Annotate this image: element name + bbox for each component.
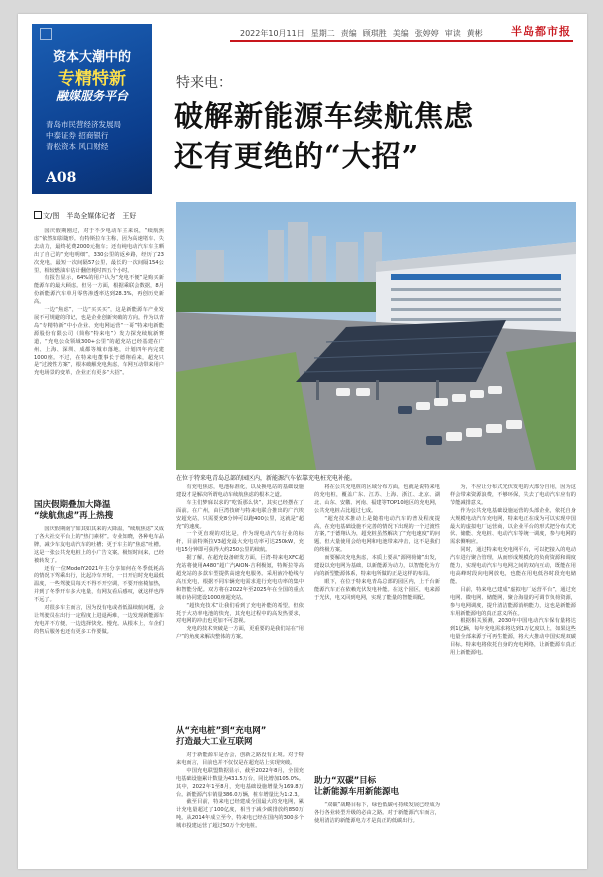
text-column-1-top <box>34 228 164 498</box>
section-subhead-1 <box>34 500 166 522</box>
paragraph: 有充电焦虑，电池标准化，以及换电站的基础设施建设才是解决所谓电动车续航焦虑的根本之道。 <box>176 484 304 498</box>
paragraph: 将在公共充电桩的区域分布方面，也就是说特来电的充电桩，覆盖广东、江苏、上海、浙江、北京、湖北、山东、安徽、河南、福建等TOP10地区的充电网，公共充电桩占比超过七成。 <box>314 484 440 514</box>
paragraph: 为，不应让分布式光伏发电的大部分自用，因为这样会带来资源浪费，不够环保，失去了电动汽车应有的节能减排意义。 <box>450 484 576 506</box>
paragraph: 同时，通过特来电充电网平台，可以把接入的电动汽车进行聚合管理，从而形成规模化的负荷资源和调度能力，实现电动汽车与电网之间的双向互动，既能在用电高峰时段向电网放电，也能在用电低谷时段充电储能。 <box>450 547 576 585</box>
paragraph: 作为公共充电基础设施运营的头部企业，依托自身大规模电动汽车充电网，特来电正在成为可以实现中国最大的虚拟电厂运营商，以企业平台的形式把分布式光伏、储能、充电桩、电动汽车等统一调度，参与电网的需求侧响应。 <box>450 507 576 546</box>
paragraph: 一边“焦虑”，一边“买买买”，这是新能源车产业发展不可规避的印记，也是企业创新突破的方向。作为以青岛“专精特新”中小企业、充电网运营“一哥”特来电新能源股份有限公司（简称“特来电”）发力探充续航新赛道，“充电公众领域300+公里”的超充站已经基建在广州、上海、深圳、成都等城市落地，计划四年内完建1000座。不过，在特来电董事长于德翔看来，超充只是“过渡性方案”，根本破解充电焦虑，车网互动带来用户充电场景的变革，企业正有更多“大招”。 <box>34 307 164 377</box>
section-subhead-3 <box>314 776 444 798</box>
paragraph: 据了解，在超充设备研发方面，巨湾-特来电XFC超充站将使用A480“超广汽AION-吉利极氪，特斯拉等高超充站的多款车型提供高速充电服务。采用液冷枪线与高压充电，根据不同车辆充电需求进行充电功率的集中和智能分配。双方将在2022年至2025年在全国的重点城市协同建设1000座超充站。 <box>176 555 304 601</box>
byline-text: 文/图 半岛全媒体记者 王好 <box>43 212 137 220</box>
paragraph: “超充技术推动上是随着电动汽车的普及程度提高，在充电基础设施不完善的情况下出现的一个过渡性方案，”于德翔认为，超充桩虽然解决了“充电速度”的问题，但大量使用会给电网和电池带来冲击，这不是我们的终极方案。 <box>314 515 440 554</box>
text-column-2 <box>176 484 304 724</box>
banner-line-2: 专精特新 <box>58 69 126 89</box>
page-header-info <box>240 27 483 39</box>
designer-name: 张婷婷 <box>414 28 439 38</box>
subhead-line: 让新能源车用新能源电 <box>314 787 400 797</box>
page-number: A08 <box>46 170 77 186</box>
paper-logo: 半岛都市报 <box>511 25 571 38</box>
banner-org-list <box>46 119 121 152</box>
paragraph: 而要解决充电焦虑，本质上要从“源网荷储”出发，建设以充电网为基础，以新能源为动力，以智能化为方向的新型能源体系，特来电所做的正是这样的布局。 <box>314 555 440 577</box>
paragraph: 充电的技术突破是一方面，更重要的是我们站在“用户”的角度来解决整体的方案。 <box>176 626 304 641</box>
paragraph: 有报告显示，64%的用户认为“充电不便”是购买新能源车的最大顾虑。但另一方面，根据乘联会数据，8月份新能源汽车单月零售渗透率达到28.3%，再创历史新高。 <box>34 275 164 306</box>
designer-label: 美编 <box>392 28 409 38</box>
text-column-3 <box>314 484 440 772</box>
byline <box>34 211 136 221</box>
paragraph: “双碳”战略目标下，绿色低碳可持续发展已经成为各行各业转型升级的必由之路。对于新能源汽车而言，使用清洁的新能源电力才是真正的低碳出行。 <box>314 802 440 824</box>
text-column-1-bottom <box>34 526 164 860</box>
paragraph: 车主们梦寐以求的“吃饭那么快”，其实已经摆在了面前。在广州，由巨湾技研与特来电联合推出的广汽埃安超充站，只需要充8分钟可以跑400公里，这就是“超充”的速度。 <box>176 499 304 530</box>
subhead-line: “续航焦虑”再上热搜 <box>34 511 114 521</box>
header-rule <box>230 40 573 42</box>
headline-line-2: 还有更绝的“大招” <box>174 139 420 173</box>
paragraph: 还有一位ModelY2021年主分享如何在冬季低耗高的情况下驾乘出行，比起冷车开时，一日开启时充电最低温度，一些驾驶员每天不得不开空调，不要开座椅加热，并到了冬季开车多大电量，有网友看后感叹，就这样也得不远了。 <box>34 565 164 604</box>
paragraph: 一个更直观的对比是，作为现电动汽车行业的标杆，目前特斯拉V3超充最大充电功率可达250kW，充电15分钟即可获得大约250公里的续航。 <box>176 531 304 554</box>
paragraph: 眼下，在位于特来电青岛总部的园区内，上千台新能源汽车正在依赖光伏发电补能。在这个园区，电来源于光伏，电又回到电网，实现了能量的智能调配。 <box>314 578 440 601</box>
banner-org: 青岛市民营经济发展局 <box>46 120 121 129</box>
editor-name: 顾琪胜 <box>362 28 387 38</box>
section-subhead-2 <box>176 726 306 748</box>
paragraph: 根据相关预测，2030年中国电动汽车保有量将达到1亿辆，每年充电需求将达到1万亿度以上，如果这些电量全部来源于可再生能源，将大大推动中国实现双碳目标。特来电将依托自身的充电网络，让新能源车真正用上新能源电。 <box>450 618 576 657</box>
article-kicker: 特来电： <box>176 75 232 91</box>
text-column-3-bottom <box>314 802 440 860</box>
column-banner <box>32 24 152 194</box>
paragraph: 截至目前，特来电已经建成全国最大的充电网，累计充电量超过了100亿度，相当于减少碳排放约850万吨。从2014年成立至今，特来电已经在国内的300多个城市投建运营了超过50万个充电桩。 <box>176 799 304 830</box>
subhead-line: 助力“双碳”目标 <box>314 776 377 786</box>
paragraph: 目前，特来电已建成“虚拟电厂运营平台”，通过充电网、微电网、储能网，聚合海量的可调节负荷资源，参与电网调度，提升清洁能源消纳能力，这也是新能源车用新能源电的真正意义所在。 <box>450 586 576 617</box>
banner-logo-mark <box>40 28 52 40</box>
newspaper-page <box>18 14 587 869</box>
proof-label: 审读 <box>444 28 461 38</box>
issue-weekday: 星期二 <box>310 28 335 38</box>
paragraph: 国庆假期南宁如其如其来的大降温，“续航焦虑”又成了各大社交平台上的“热门素材”。专业知晓，各种电车品牌，减少车友电动汽车的吐槽；更于车主的“焦虑”吐槽。这是一张公共充电桩上的小广告文案。极短时间来，已经被转发了。 <box>34 526 164 564</box>
editor-label: 责编 <box>340 28 357 38</box>
banner-org: 中泰证券 招商银行 <box>46 131 109 140</box>
headline-line-1: 破解新能源车续航焦虑 <box>174 99 475 133</box>
paragraph: 中国充电联盟数据显示，截至2022年8月，全国充电基础设施累计数量为431.5万台，同比增加105.0%。其中，2022年1至8月，充电基础设施增量为169.8万台。新能源汽车销量386.0万辆，桩车增量比为1:2.3。 <box>176 767 304 798</box>
text-column-2-bottom <box>176 752 304 860</box>
banner-line-3: 融媒服务平台 <box>55 89 128 103</box>
byline-box-icon <box>34 211 42 219</box>
paragraph: 对于新能源车是否会，创新之路没有止境。对于特来电而言，目前也并不仅仅是在超充站上实现突破。 <box>176 752 304 766</box>
photo-caption: 在位于特来电青岛总部的园区内，新能源汽车依靠充电桩充电补能。 <box>176 475 357 482</box>
subhead-line: 从“充电桩”到“充电网” <box>176 726 267 736</box>
subhead-line: 国庆假期叠加大降温 <box>34 500 111 510</box>
issue-date: 2022年10月11日 <box>240 28 305 38</box>
banner-line-1: 资本大潮中的 <box>52 50 131 65</box>
article-photo <box>176 202 576 470</box>
proof-name: 黄彬 <box>466 28 483 38</box>
paragraph: 对很多车主而言，因为没有电或者低温续航问题，会让驾驶员在出行一定程度上进退两难，一边发现新能源车充电并不方便，一边选择快充、慢充。从根本上，车企们的售后服务也还有更多工作要做。 <box>34 605 164 635</box>
photo-illustration <box>176 202 576 470</box>
subhead-line: 打造最大工业互联网 <box>176 737 253 747</box>
text-column-4 <box>450 484 576 860</box>
paragraph: 国庆假期刚过，对于不少电动车主来说，“续航焦虑”依然如影随形。有特斯拉车主称，因为高速堵车、失去动力，最终花费2000元拖车；还有纯电动汽车车主晒出了自己的“充电明细”，330公里的返乡路，经历了23次充电，最短一次间隔57公里，最长的一次间隔154公里，相较燃油车估计翻倍耗时四五个小时。 <box>34 228 164 274</box>
paragraph: “超快充技术”让我们看到了充电补能的希望，但依托于大功率电池的快充，其充电过程中的高发热要求，对电网的冲击也更加不可忽视。 <box>176 602 304 625</box>
banner-org: 青松资本 风口财经 <box>46 142 109 151</box>
